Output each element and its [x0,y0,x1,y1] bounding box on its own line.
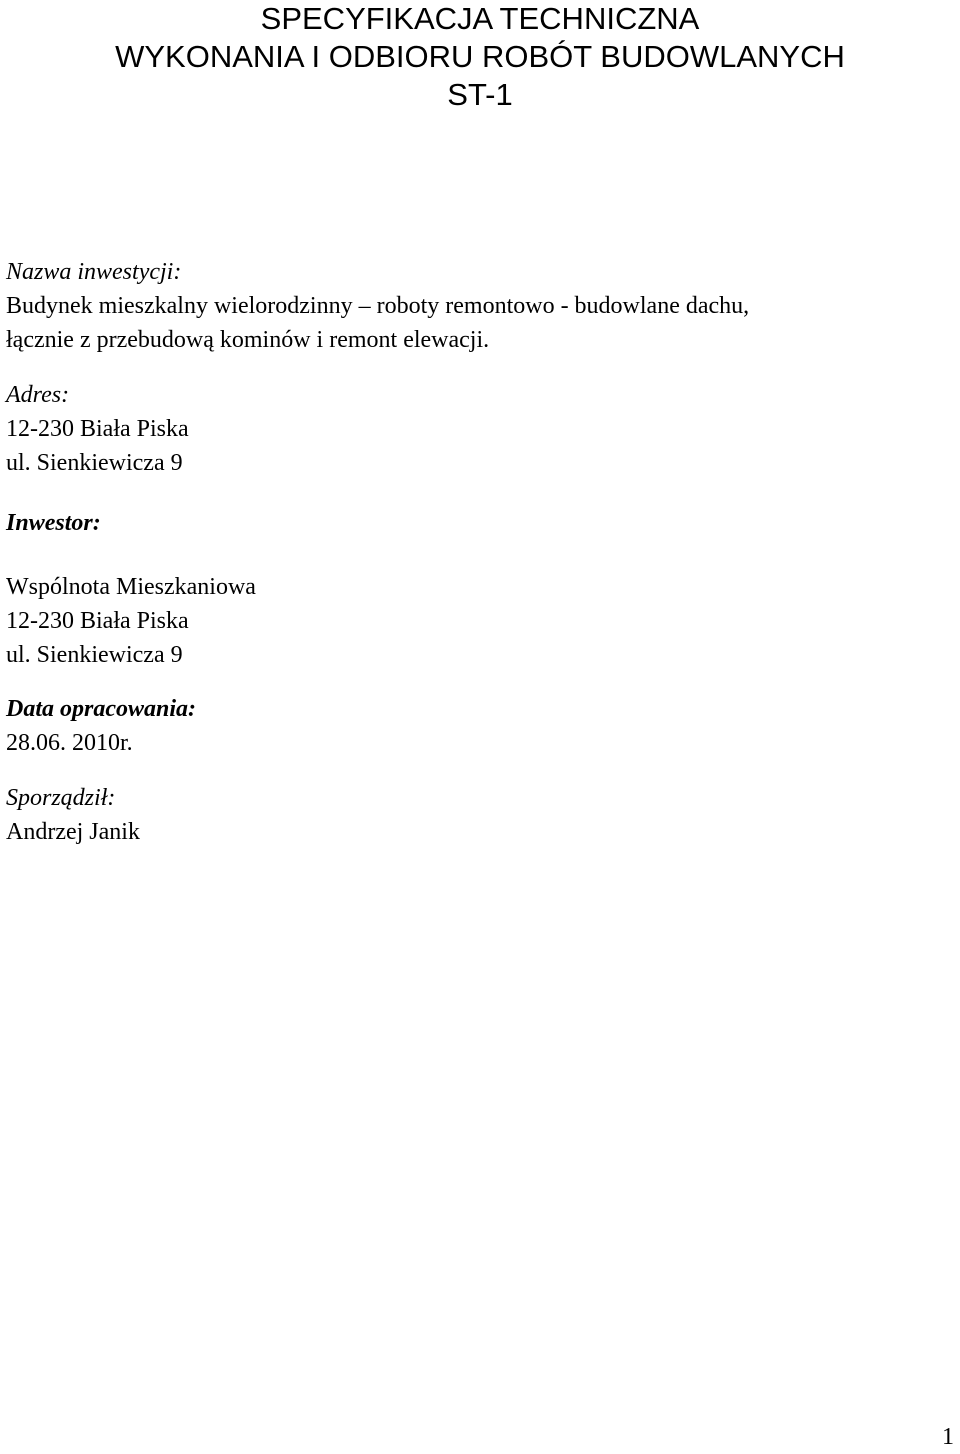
title-line-1: SPECYFIKACJA TECHNICZNA [260,1,700,36]
date-section [6,692,946,760]
investor-section [6,506,946,672]
page-number: 1 [942,1424,954,1450]
investor-line-3: ul. Sienkiewicza 9 [6,642,183,668]
document-title [0,0,960,114]
address-line-1: 12-230 Biała Piska [6,416,189,442]
investment-line-2: łącznie z przebudową kominów i remont elewacji. [6,327,490,353]
investor-label: Inwestor: [6,510,101,536]
address-section [6,378,946,480]
address-label: Adres: [6,382,70,408]
author-value: Andrzej Janik [6,819,140,845]
author-label: Sporządził: [6,785,116,811]
author-section [6,781,946,849]
date-value: 28.06. 2010r. [6,730,133,756]
investor-line-2: 12-230 Biała Piska [6,608,189,634]
investment-label: Nazwa inwestycji: [6,259,182,285]
document-body [6,255,946,849]
address-line-2: ul. Sienkiewicza 9 [6,450,183,476]
investor-line-1: Wspólnota Mieszkaniowa [6,574,256,600]
title-line-2: WYKONANIA I ODBIORU ROBÓT BUDOWLANYCH [115,39,845,74]
investment-section [6,255,946,357]
title-line-3: ST-1 [447,77,513,112]
date-label: Data opracowania: [6,696,197,722]
investment-line-1: Budynek mieszkalny wielorodzinny – roboty remontowo - budowlane dachu, [6,293,750,319]
